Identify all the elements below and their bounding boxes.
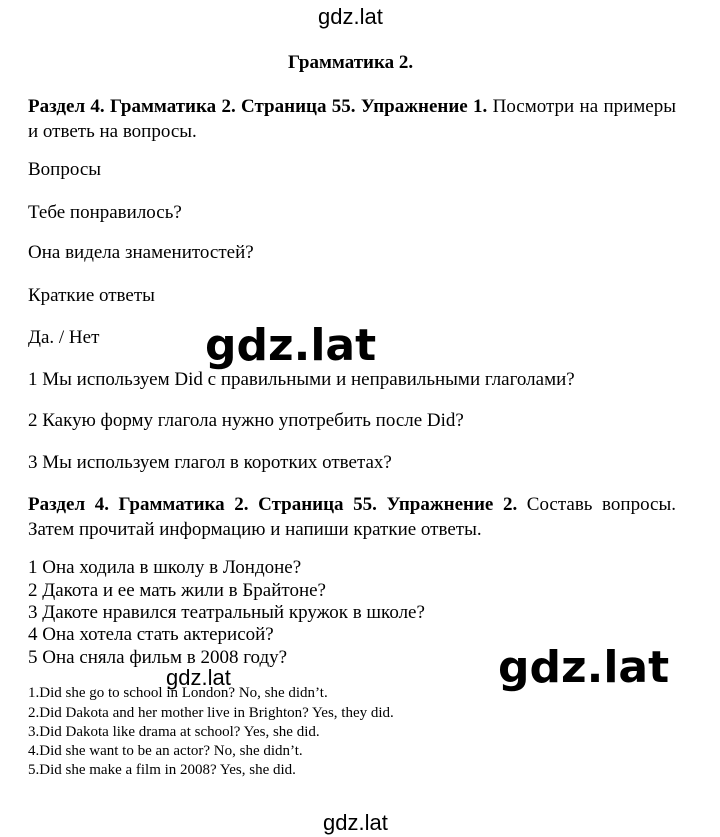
ex2-question-3: 3 Дакоте нравился театральный кружок в школе? [28,602,425,623]
ex1-question-1: 1 Мы используем Did с правильными и неправильными глаголами? [28,369,575,390]
watermark-middle: gdz.lat [205,320,377,371]
ex2-question-5: 5 Она сняла фильм в 2008 году? [28,647,288,668]
watermark-right: gdz.lat [498,642,670,693]
ex2-answer-5: 5.Did she make a film in 2008? Yes, she did. [28,762,296,778]
exercise1-instruction [28,94,676,144]
exercise2-instruction [28,492,676,542]
ex2-question-1: 1 Она ходила в школу в Лондоне? [28,557,302,578]
ex2-answer-2: 2.Did Dakota and her mother live in Brighton? Yes, they did. [28,705,394,721]
ex2-answer-3: 3.Did Dakota like drama at school? Yes, she did. [28,724,320,740]
ex1-question-2: 2 Какую форму глагола нужно употребить после Did? [28,410,464,431]
ex1-line-example-2: Она видела знаменитостей? [28,242,254,263]
exercise2-heading: Раздел 4. Грамматика 2. Страница 55. Упражнение 2. [28,494,518,515]
ex2-question-4: 4 Она хотела стать актерисой? [28,624,274,645]
ex2-question-2: 2 Дакота и ее мать жили в Брайтоне? [28,580,326,601]
ex1-line-short-answers-label: Краткие ответы [28,285,155,306]
ex1-line-example-1: Тебе понравилось? [28,202,182,223]
ex1-question-3: 3 Мы используем глагол в коротких ответах? [28,452,392,473]
ex1-line-yes-no: Да. / Нет [28,327,100,348]
watermark-small: gdz.lat [166,665,231,690]
watermark-top: gdz.lat [318,4,383,29]
page-title: Грамматика 2. [288,52,414,73]
watermark-bottom: gdz.lat [323,810,388,835]
ex2-answer-1: 1.Did she go to school in London? No, she didn’t. [28,685,328,701]
ex2-answer-4: 4.Did she want to be an actor? No, she didn’t. [28,743,303,759]
exercise1-heading: Раздел 4. Грамматика 2. Страница 55. Упражнение 1. [28,96,488,117]
exercise1-task: Посмотри на примеры и ответь на вопросы. [28,96,677,142]
ex1-line-questions-label: Вопросы [28,159,102,180]
exercise2-task: Составь вопросы. Затем прочитай информацию и напиши краткие ответы. [28,494,676,540]
